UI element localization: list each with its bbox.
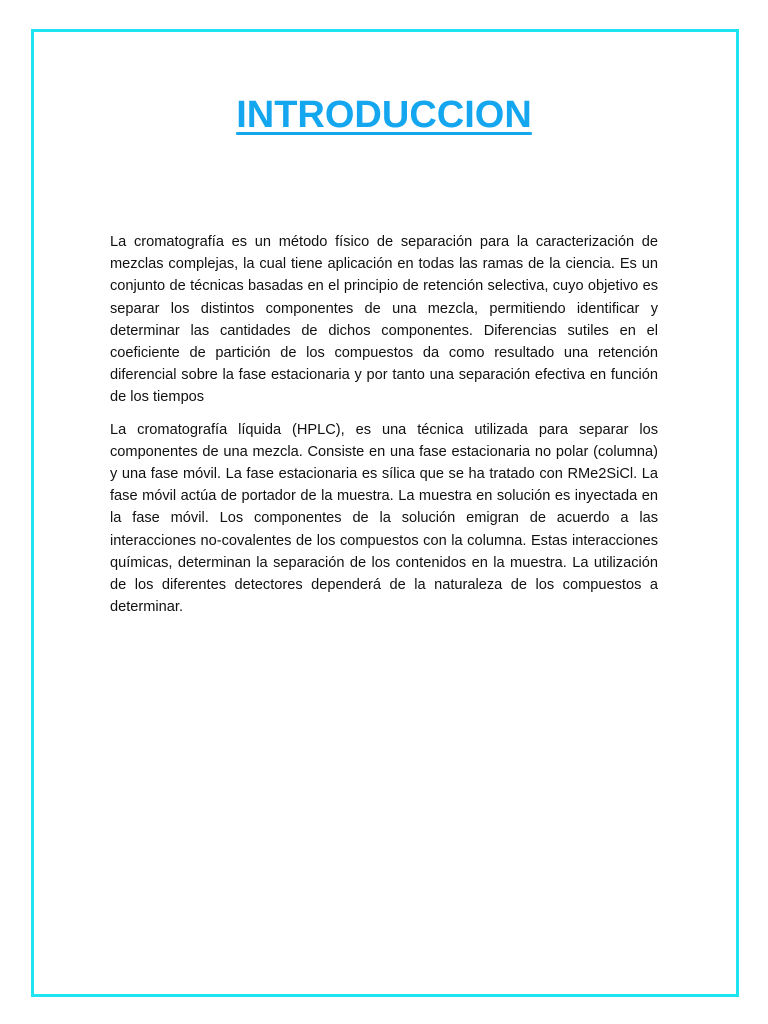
document-title [0,92,768,138]
document-body [110,231,658,628]
paragraph-cromatografia: La cromatografía es un método físico de separación para la caracterización de mezclas complejas, la cual tiene aplicación en todas las ramas de la ciencia. Es un conjunto de técnicas basadas en el principio de retención selectiva, cuyo objetivo es separar los distintos componentes de una mezcla, permitiendo identificar y determinar las cantidades de dichos componentes. Diferencias sutiles en el coeficiente de partición de los compuestos da como resultado una retención diferencial sobre la fase estacionaria y por tanto una separación efectiva en función de los tiempos [110,234,658,406]
document-title-text: INTRODUCCION [236,94,532,136]
paragraph-hplc: La cromatografía líquida (HPLC), es una técnica utilizada para separar los componentes de una mezcla. Consiste en una fase estacionaria no polar (columna) y una fase móvil. La fase estacionaria es sílica que se ha tratado con RMe2SiCl. La fase móvil actúa de portador de la muestra. La muestra en solución es inyectada en la fase móvil. Los componentes de la solución emigran de acuerdo a las interacciones no-covalentes de los compuestos con la columna. Estas interacciones químicas, determinan la separación de los contenidos en la muestra. La utilización de los diferentes detectores dependerá de la naturaleza de los compuestos a determinar. [110,421,658,616]
